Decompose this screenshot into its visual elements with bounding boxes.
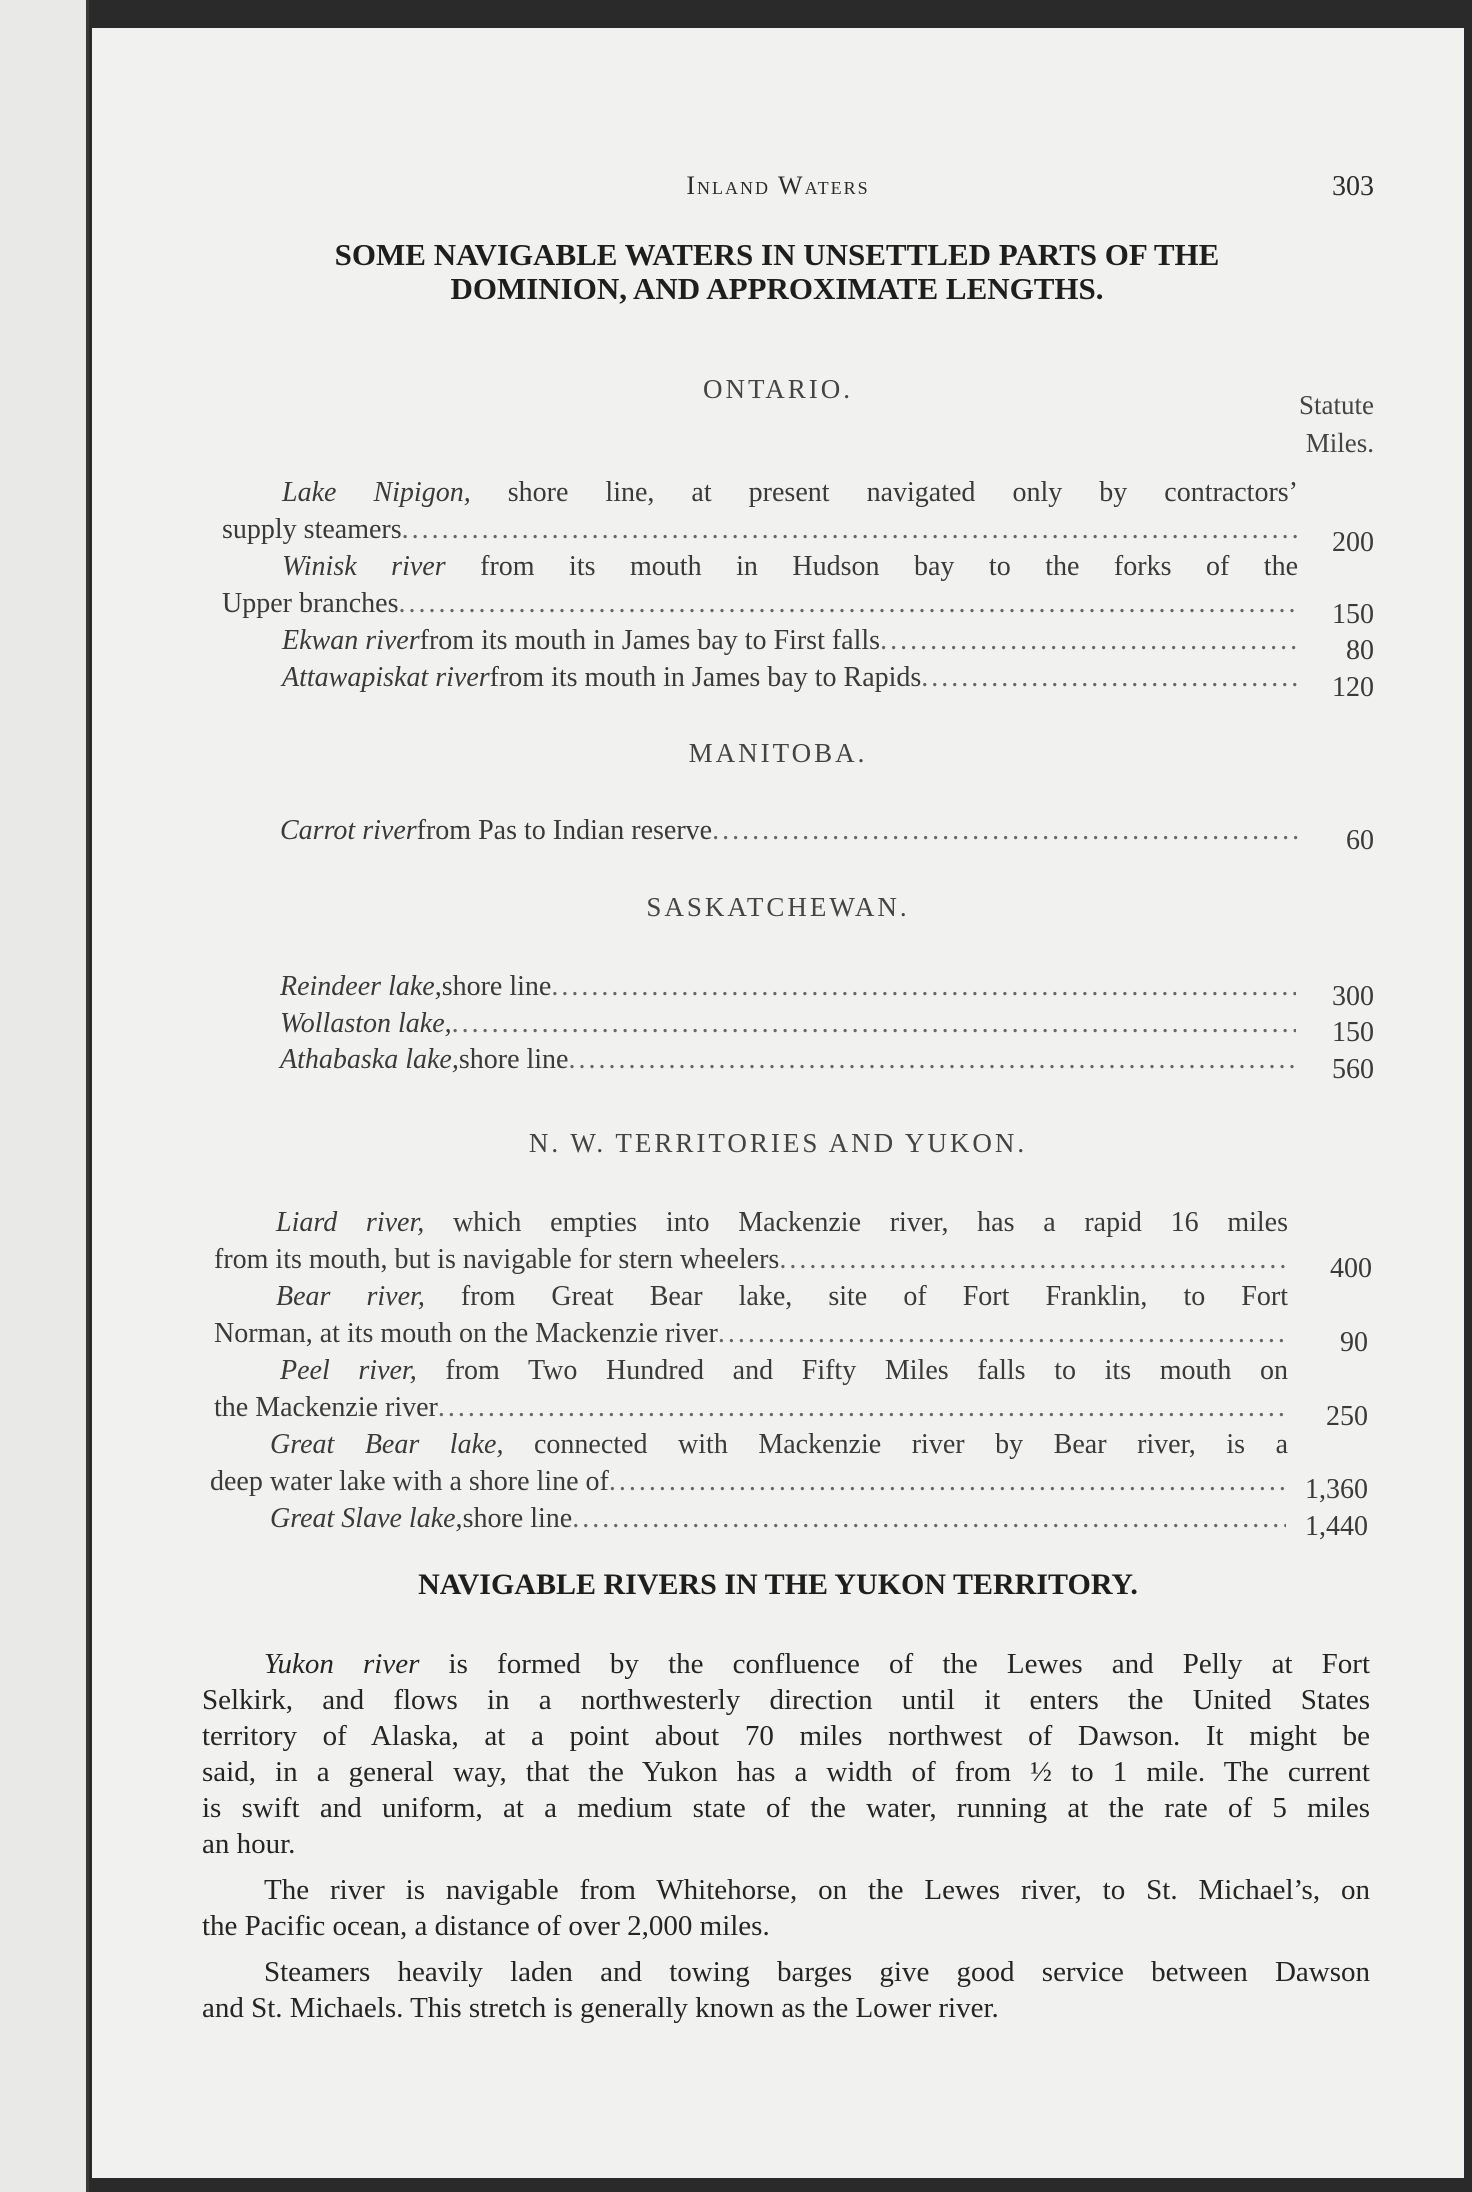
miles-value: 120	[1332, 672, 1374, 703]
entry-text: from its mouth, but is navigable for stern wheelers	[214, 1244, 780, 1275]
unit-header-line-1: Statute	[1299, 390, 1374, 420]
list-item-line	[222, 585, 1298, 622]
list-item-line	[280, 1005, 1296, 1042]
waterway-name: Great Bear lake,	[270, 1429, 504, 1460]
paragraph-line: an hour.	[202, 1828, 296, 1860]
dot-leader	[568, 1041, 1296, 1078]
list-item-line	[282, 622, 1298, 659]
list-item-line	[280, 812, 1298, 849]
waterway-name: Ekwan river	[282, 625, 420, 656]
book-page	[92, 28, 1464, 2178]
waterway-name: Bear river,	[276, 1281, 425, 1312]
unit-header-line-2: Miles.	[1305, 428, 1374, 458]
section-heading-ontario: ONTARIO.	[702, 374, 854, 404]
entry-text: from Two Hundred and Fifty Miles falls to its mouth on	[416, 1355, 1288, 1386]
miles-value: 560	[1332, 1054, 1374, 1085]
dot-leader	[572, 1500, 1286, 1537]
section-heading-saskatchewan: SASKATCHEWAN.	[646, 892, 910, 922]
paragraph-line	[202, 1646, 1370, 1682]
dot-leader	[779, 1241, 1288, 1278]
page-title-line-1: SOME NAVIGABLE WATERS IN UNSETTLED PARTS OF THE	[334, 237, 1220, 272]
unit-column-header	[1299, 386, 1374, 462]
dot-leader	[398, 585, 1298, 622]
dot-leader	[609, 1463, 1286, 1500]
miles-value: 1,440	[1305, 1511, 1368, 1542]
entry-text: which empties into Mackenzie river, has a rapid 16 miles	[424, 1207, 1288, 1238]
list-item-line	[280, 1352, 1288, 1389]
list-item-line	[210, 1463, 1286, 1500]
list-item-line	[280, 968, 1296, 1005]
dot-leader	[438, 1389, 1288, 1426]
list-item-line	[214, 1241, 1288, 1278]
entry-text: supply steamers	[222, 514, 402, 545]
section-heading-manitoba: MANITOBA.	[688, 738, 868, 768]
list-item-line	[282, 474, 1298, 511]
section-heading-yukon: NAVIGABLE RIVERS IN THE YUKON TERRITORY.	[418, 1568, 1138, 1601]
waterway-name: Attawapiskat river	[282, 662, 490, 693]
entry-text: from its mouth in Hudson bay to the forks of the	[445, 551, 1299, 582]
list-item-line	[276, 1204, 1288, 1241]
paragraph-text: is formed by the confluence of the Lewes and Pelly at Fort	[419, 1648, 1370, 1680]
waterway-name: Great Slave lake,	[270, 1503, 463, 1534]
dot-leader	[880, 622, 1298, 659]
dot-leader	[718, 1315, 1288, 1352]
yukon-paragraph-3	[202, 1954, 1370, 2026]
dot-leader	[712, 812, 1298, 849]
miles-value: 150	[1332, 599, 1374, 630]
entry-text: from Great Bear lake, site of Fort Franklin, to Fort	[424, 1281, 1288, 1312]
paragraph-line: said, in a general way, that the Yukon has a width of from ½ to 1 mile. The current	[202, 1756, 1370, 1788]
miles-value: 400	[1330, 1253, 1372, 1284]
list-item-line	[214, 1389, 1288, 1426]
entry-text: Upper branches	[222, 588, 399, 619]
paragraph-line: The river is navigable from Whitehorse, on the Lewes river, to St. Michael’s, on	[264, 1874, 1370, 1906]
miles-value: 150	[1332, 1017, 1374, 1048]
paragraph-line: and St. Michaels. This stretch is generally known as the Lower river.	[202, 1992, 999, 2024]
page-title	[212, 238, 1342, 306]
entry-text: from Pas to Indian reserve	[416, 815, 713, 846]
section-heading-nw-territories: N. W. TERRITORIES AND YUKON.	[528, 1128, 1028, 1158]
waterway-name: Peel river,	[280, 1355, 417, 1386]
list-item-line	[282, 659, 1298, 696]
miles-value: 80	[1346, 635, 1374, 666]
list-item-line	[222, 511, 1298, 548]
waterway-name: Carrot river	[280, 815, 417, 846]
entry-text: deep water lake with a shore line of	[210, 1466, 609, 1497]
paragraph-line: is swift and uniform, at a medium state of the water, running at the rate of 5 miles	[202, 1792, 1370, 1824]
list-item-line	[280, 1041, 1296, 1078]
list-item-line	[270, 1500, 1286, 1537]
entry-text: shore line, at present navigated only by contractors’	[470, 477, 1298, 508]
paragraph-line: Selkirk, and flows in a northwesterly direction until it enters the United States	[202, 1684, 1370, 1716]
entry-text: Norman, at its mouth on the Mackenzie river	[214, 1318, 718, 1349]
entry-text: from its mouth in James bay to First falls	[419, 625, 881, 656]
paragraph-line: the Pacific ocean, a distance of over 2,000 miles.	[202, 1910, 770, 1942]
miles-value: 60	[1346, 825, 1374, 856]
miles-value: 1,360	[1305, 1474, 1368, 1505]
dot-leader	[402, 511, 1298, 548]
waterway-name: Liard river,	[276, 1207, 425, 1238]
page-number: 303	[1332, 171, 1374, 202]
miles-value: 90	[1340, 1327, 1368, 1358]
waterway-name: Winisk river	[282, 551, 446, 582]
miles-value: 250	[1326, 1401, 1368, 1432]
dot-leader	[921, 659, 1298, 696]
miles-value: 200	[1332, 527, 1374, 558]
waterway-name: Reindeer lake,	[280, 971, 442, 1002]
dot-leader	[452, 1005, 1296, 1042]
waterway-name: Wollaston lake,	[280, 1008, 452, 1039]
entry-text: connected with Mackenzie river by Bear river, is a	[503, 1429, 1288, 1460]
paragraph-line: Steamers heavily laden and towing barges give good service between Dawson	[264, 1956, 1370, 1988]
entry-text: shore line	[462, 1503, 573, 1534]
running-head: Inland Waters	[686, 171, 870, 200]
miles-value: 300	[1332, 981, 1374, 1012]
list-item-line	[214, 1315, 1288, 1352]
paragraph-line: territory of Alaska, at a point about 70 miles northwest of Dawson. It might be	[202, 1720, 1370, 1752]
yukon-paragraph-2	[202, 1872, 1370, 1944]
list-item-line	[270, 1426, 1288, 1463]
entry-text: shore line	[458, 1044, 569, 1075]
list-item-line	[282, 548, 1298, 585]
entry-text: from its mouth in James bay to Rapids	[489, 662, 922, 693]
entry-text: shore line	[441, 971, 552, 1002]
waterway-name: Lake Nipigon,	[282, 477, 471, 508]
page-title-line-2: DOMINION, AND APPROXIMATE LENGTHS.	[450, 271, 1104, 306]
waterway-name: Athabaska lake,	[280, 1044, 459, 1075]
list-item-line	[276, 1278, 1288, 1315]
entry-text: the Mackenzie river	[214, 1392, 438, 1423]
facing-page-edge	[0, 0, 89, 2192]
dot-leader	[551, 968, 1296, 1005]
waterway-name: Yukon river	[264, 1648, 420, 1680]
yukon-paragraph-1	[202, 1646, 1370, 1862]
